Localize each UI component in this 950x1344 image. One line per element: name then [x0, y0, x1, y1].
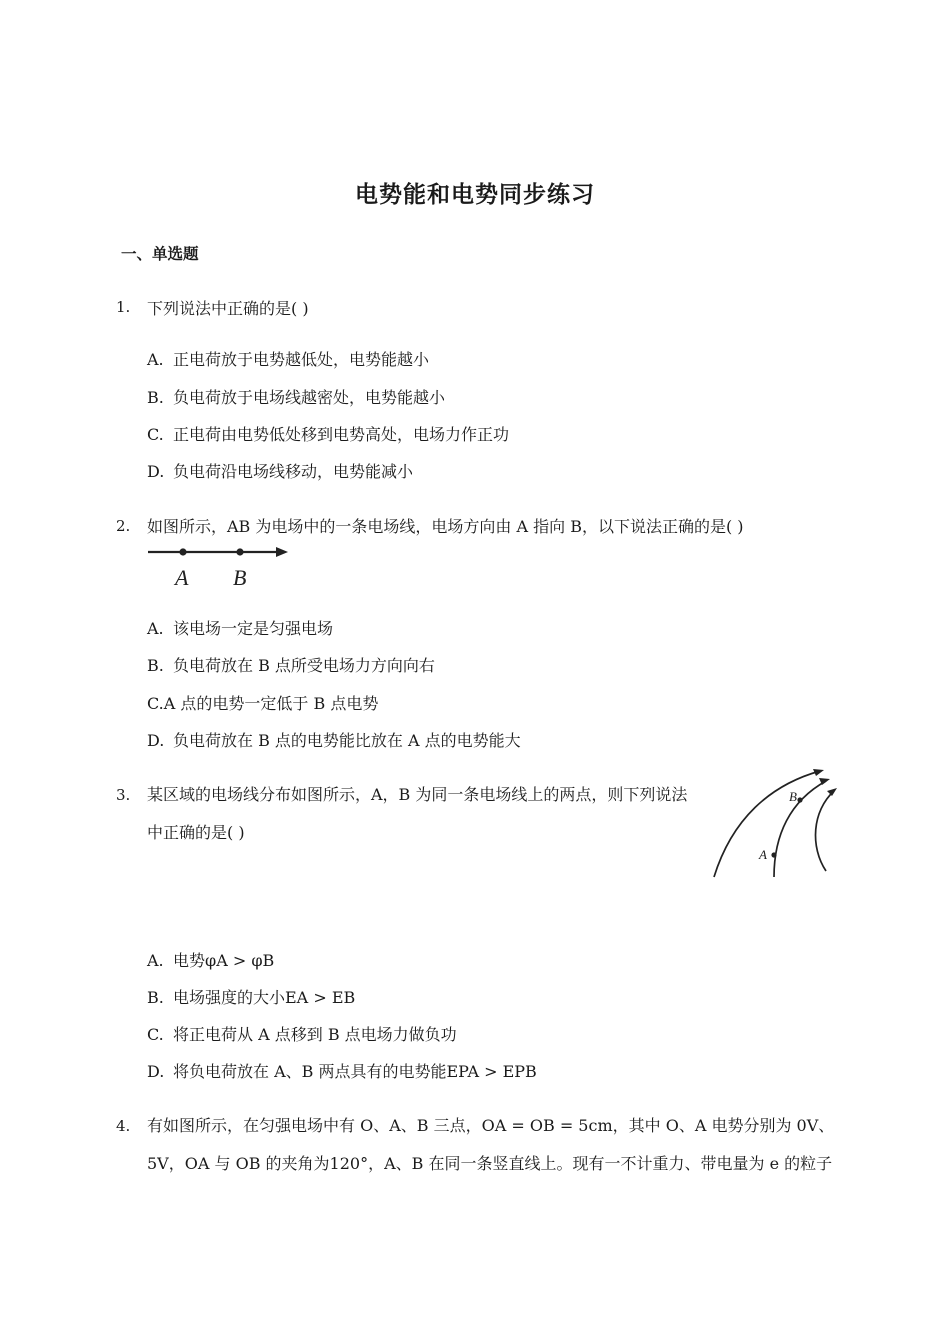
arrow-head-icon: [276, 547, 288, 557]
option-text: 正电荷放于电势越低处，电势能越小: [173, 350, 430, 369]
option-text: 该电场一定是匀强电场: [173, 619, 334, 638]
question-2-option-b: [147, 653, 435, 676]
option-label: C.: [147, 1025, 164, 1044]
option-label: C.: [147, 425, 164, 444]
point-a-label: A: [759, 847, 767, 862]
field-line-figure: [146, 540, 291, 592]
question-3-option-c: [147, 1022, 457, 1045]
point-a-dot: [771, 852, 776, 857]
question-2-option-d: [147, 728, 521, 751]
option-text: 电场强度的大小EA > EB: [173, 988, 356, 1007]
option-text: 负电荷放在 B 点所受电场力方向向右: [173, 656, 435, 675]
option-text: 将正电荷从 A 点移到 B 点电场力做负功: [173, 1025, 457, 1044]
question-3-option-d: [147, 1059, 537, 1082]
point-b-label: B: [233, 565, 247, 590]
option-label: B.: [147, 988, 164, 1007]
option-label: D.: [147, 1062, 165, 1081]
point-b-label: B: [789, 789, 797, 804]
arrow-head-icon: [827, 788, 837, 796]
question-2-option-a: [147, 616, 333, 639]
field-line-middle: [774, 781, 826, 877]
question-3-option-a: [147, 948, 274, 971]
question-3-option-b: [147, 985, 355, 1008]
option-label: B.: [147, 656, 164, 675]
section-heading: 一、单选题: [121, 245, 199, 263]
option-label: A.: [147, 951, 164, 970]
question-1-option-b: [147, 385, 445, 408]
option-label: D.: [147, 731, 165, 750]
point-b-dot: [797, 797, 802, 802]
option-text: 正电荷由电势低处移到电势高处，电场力作正功: [173, 425, 510, 444]
option-label: A.: [147, 619, 164, 638]
curved-field-lines-figure: [708, 767, 840, 881]
question-2-option-c: [147, 691, 378, 714]
option-text: 负电荷放在 B 点的电势能比放在 A 点的电势能大: [173, 731, 521, 750]
question-4-number: 4.: [116, 1117, 131, 1135]
option-text: 将负电荷放在 A、B 两点具有的电势能EPA > EPB: [173, 1062, 537, 1081]
arrow-head-icon: [813, 769, 824, 776]
point-a-label: A: [175, 565, 189, 590]
question-1-option-d: [147, 459, 413, 482]
option-text: 负电荷沿电场线移动，电势能减小: [173, 462, 414, 481]
question-4-line-1: 有如图所示，在匀强电场中有 O、A、B 三点，OA = OB = 5cm，其中 O、A 电势分别为 0V、: [147, 1116, 835, 1135]
page-title: 电势能和电势同步练习: [355, 182, 595, 208]
question-3-line-1: 某区域的电场线分布如图所示，A，B 为同一条电场线上的两点，则下列说法: [147, 785, 688, 804]
option-label: C.: [147, 694, 164, 713]
question-3-line-2: 中正确的是( ): [147, 823, 245, 842]
question-2-number: 2.: [116, 517, 131, 535]
question-1-option-c: [147, 422, 509, 445]
field-line-inner: [816, 791, 834, 871]
point-a-dot: [179, 548, 186, 555]
option-label: B.: [147, 388, 164, 407]
question-3-number: 3.: [116, 786, 131, 804]
question-1-option-a: [147, 347, 429, 370]
option-text: 负电荷放于电场线越密处，电势能越小: [173, 388, 446, 407]
option-label: A.: [147, 350, 164, 369]
question-1-number: 1.: [116, 298, 131, 316]
option-text: 电势φA > φB: [173, 951, 275, 970]
question-2-text: 如图所示，AB 为电场中的一条电场线，电场方向由 A 指向 B，以下说法正确的是( ): [147, 517, 744, 536]
point-b-dot: [236, 548, 243, 555]
option-label: D.: [147, 462, 165, 481]
question-1-text: 下列说法中正确的是( ): [147, 299, 309, 318]
option-text: A 点的电势一定低于 B 点电势: [163, 694, 379, 713]
question-4-line-2: 5V，OA 与 OB 的夹角为120°，A、B 在同一条竖直线上。现有一不计重力、带电量为 e 的粒子: [147, 1154, 833, 1173]
field-line-outer: [714, 771, 820, 877]
